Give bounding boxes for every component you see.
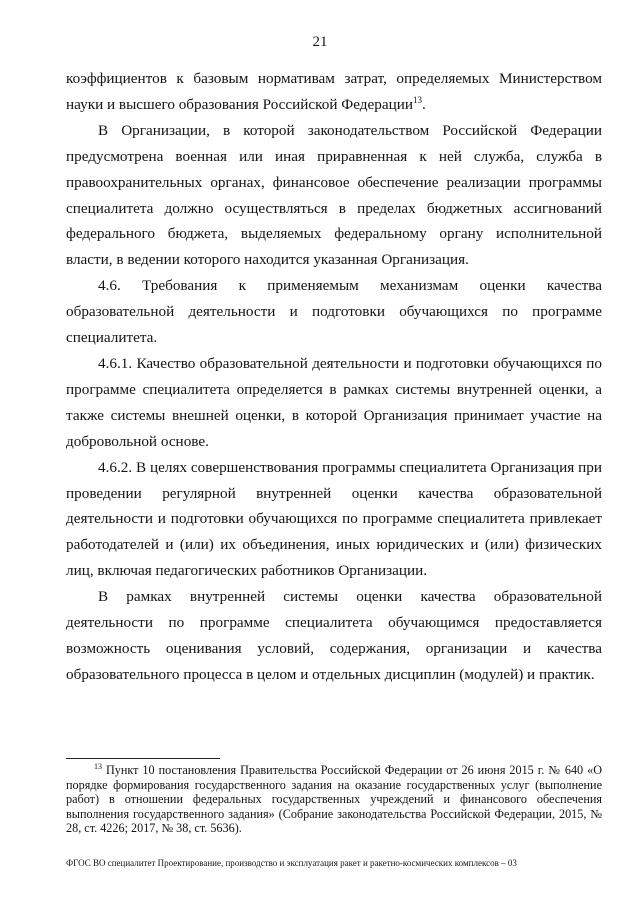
- section-4-6-2: 4.6.2. В целях совершенствования программы специалитета Организация при проведении регулярной внутренней оценки качества образовательной деятельности и подготовки обучающихся по программе специалитета привлекает работодателей и (или) их объединения, иных юридических и (или) физических лиц, включая педагогических работников Организации.: [66, 458, 602, 580]
- page-number: 21: [312, 34, 328, 50]
- footnote: [66, 763, 602, 836]
- footnote-reference: 13: [413, 94, 422, 105]
- body-text: [66, 66, 602, 688]
- document-footer: ФГОС ВО специалитет Проектирование, производство и эксплуатация ракет и ракетно-космических комплексов – 03: [66, 858, 517, 868]
- section-4-6-heading: 4.6. Требования к применяемым механизмам оценки качества образовательной деятельности и подготовки обучающихся по программе специалитета.: [66, 277, 602, 347]
- footnote-number: 13: [94, 762, 102, 771]
- paragraph-continuation: коэффициентов к базовым нормативам затрат, определяемых Министерством науки и высшего образования Российской Федерации$^{13}$.: [66, 70, 602, 113]
- footnote-separator: [66, 758, 220, 759]
- section-4-6-1: 4.6.1. Качество образовательной деятельности и подготовки обучающихся по программе специалитета определяется в рамках системы внутренней оценки, а также системы внешней оценки, в которой Организация принимает участие на добровольной основе.: [66, 354, 602, 450]
- paragraph-internal-assessment: В рамках внутренней системы оценки качества образовательной деятельности по программе специалитета обучающимся предоставляется возможность оценивания условий, содержания, организации и качества образовательного процесса в целом и отдельных дисциплин (модулей) и практик.: [66, 588, 602, 683]
- footnote-text: Пункт 10 постановления Правительства Российской Федерации от 26 июня 2015 г. № 640 «О порядке формирования государственного задания на оказание государственных услуг (выполнение работ) в отношении федеральных государственных учреждений и финансового обеспечения выполнения государственного задания» (Собрание законодательства Российской Федерации, 2015, № 28, ст. 4226; 2017, № 38, ст. 5636).: [66, 763, 603, 836]
- paragraph-military-service: В Организации, в которой законодательством Российской Федерации предусмотрена военная или иная приравненная к ней служба, служба в правоохранительных органах, финансовое обеспечение реализации программы специалитета должно осуществляться в пределах бюджетных ассигнований федерального бюджета, выделяемых федеральному органу исполнительной власти, в ведении которого находится указанная Организация.: [66, 121, 602, 269]
